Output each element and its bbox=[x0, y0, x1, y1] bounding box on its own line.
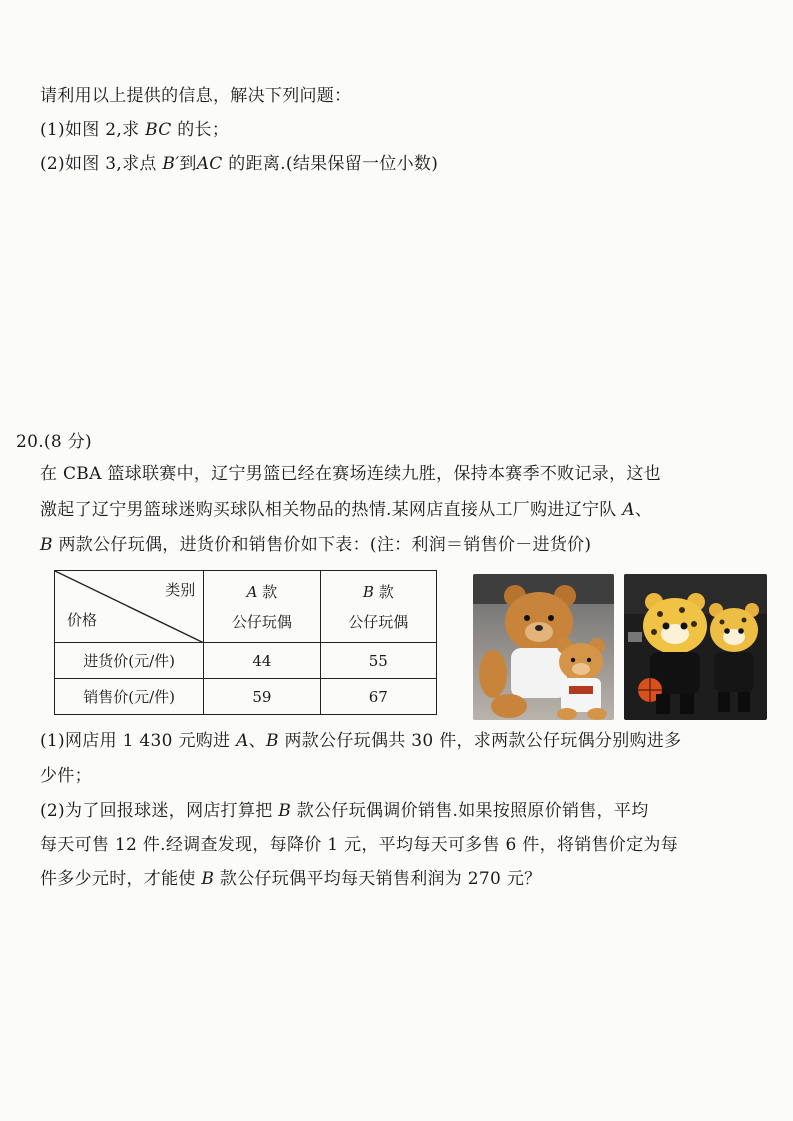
q20-1-var-a: A bbox=[236, 731, 249, 751]
q20-2-var: B bbox=[278, 801, 292, 821]
q20-1-text-a: (1)网店用 1 430 元购进 bbox=[40, 731, 237, 751]
question-20-part-2-line-3 bbox=[40, 867, 541, 891]
column-header-a bbox=[204, 571, 320, 643]
table-corner-cell bbox=[55, 571, 204, 643]
question-19-part-1 bbox=[40, 118, 229, 142]
table-row bbox=[55, 643, 437, 679]
q19-1-text-a: (1)如图 2,求 bbox=[40, 120, 146, 140]
q20-2-text-b: 款公仔玩偶调价销售.如果按照原价销售，平均 bbox=[291, 801, 649, 821]
col-b-label-2: 公仔玩偶 bbox=[348, 612, 409, 631]
question-20-part-2-line-2: 每天可售 12 件.经调查发现，每降价 1 元，平均每天可多售 6 件，将销售价定为每 bbox=[40, 835, 678, 855]
table-row bbox=[55, 679, 437, 715]
corner-label-price: 价格 bbox=[67, 611, 98, 629]
instruction-text: 请利用以上提供的信息，解决下列问题： bbox=[40, 86, 352, 106]
question-20-para-line-1: 在 CBA 篮球联赛中，辽宁男篮已经在赛场连续九胜，保持本赛季不败记录，这也 bbox=[40, 464, 661, 484]
q19-2-text-mid: 到 bbox=[179, 154, 197, 174]
question-20-para-line-2 bbox=[40, 498, 652, 522]
col-a-var: A bbox=[246, 582, 258, 601]
cell-cost-b: 55 bbox=[320, 643, 436, 679]
question-20-part-1-line-2: 少件； bbox=[40, 766, 92, 786]
q19-2-text-a: (2)如图 3,求点 bbox=[40, 154, 163, 174]
corner-label-category: 类别 bbox=[165, 581, 196, 599]
q19-2-var2: AC bbox=[196, 154, 223, 174]
bear-doll-photo bbox=[473, 574, 614, 720]
col-a-label-2: 公仔玩偶 bbox=[231, 612, 292, 631]
question-20-part-2-line-1 bbox=[40, 799, 649, 823]
question-20-para-line-3 bbox=[40, 533, 591, 557]
q19-2-text-b: 的距离.(结果保留一位小数) bbox=[222, 154, 439, 174]
price-table bbox=[54, 570, 437, 715]
q19-1-var: BC bbox=[145, 120, 172, 140]
q20-2-l3-text-b: 款公仔玩偶平均每天销售利润为 270 元？ bbox=[214, 869, 542, 889]
col-b-label-1: 款 bbox=[373, 582, 394, 601]
leopard-doll-photo bbox=[624, 574, 767, 720]
q20-p2-tail: 、 bbox=[634, 500, 653, 520]
row-label-cost: 进货价(元/件) bbox=[55, 643, 204, 679]
col-b-var: B bbox=[362, 582, 374, 601]
row-label-sale: 销售价(元/件) bbox=[55, 679, 204, 715]
q19-1-text-b: 的长； bbox=[171, 120, 230, 140]
q20-2-l3-text-a: 件多少元时，才能使 bbox=[40, 869, 202, 889]
q20-1-text-mid: 、 bbox=[248, 731, 266, 751]
question-20-heading: 20.(8 分) bbox=[16, 432, 92, 452]
q20-p3-text: 两款公仔玩偶，进货价和销售价如下表：(注：利润＝销售价－进货价) bbox=[52, 535, 592, 555]
cell-sale-a: 59 bbox=[204, 679, 320, 715]
q20-p2-var: A bbox=[622, 500, 635, 520]
cell-sale-b: 67 bbox=[320, 679, 436, 715]
question-19-part-2 bbox=[40, 152, 438, 176]
q20-p3-var: B bbox=[40, 535, 53, 555]
question-20-part-1-line-1 bbox=[40, 729, 681, 753]
q20-2-l3-var: B bbox=[201, 869, 215, 889]
q20-1-var-b: B bbox=[265, 731, 279, 751]
q20-p2-text: 激起了辽宁男篮球迷购买球队相关物品的热情.某网店直接从工厂购进辽宁队 bbox=[40, 500, 623, 520]
column-header-b bbox=[320, 571, 436, 643]
q19-2-var1: B′ bbox=[162, 154, 180, 174]
col-a-label-1: 款 bbox=[257, 582, 278, 601]
cell-cost-a: 44 bbox=[204, 643, 320, 679]
q20-1-text-b: 两款公仔玩偶共 30 件，求两款公仔玩偶分别购进多 bbox=[278, 731, 682, 751]
q20-2-text-a: (2)为了回报球迷，网店打算把 bbox=[40, 801, 279, 821]
